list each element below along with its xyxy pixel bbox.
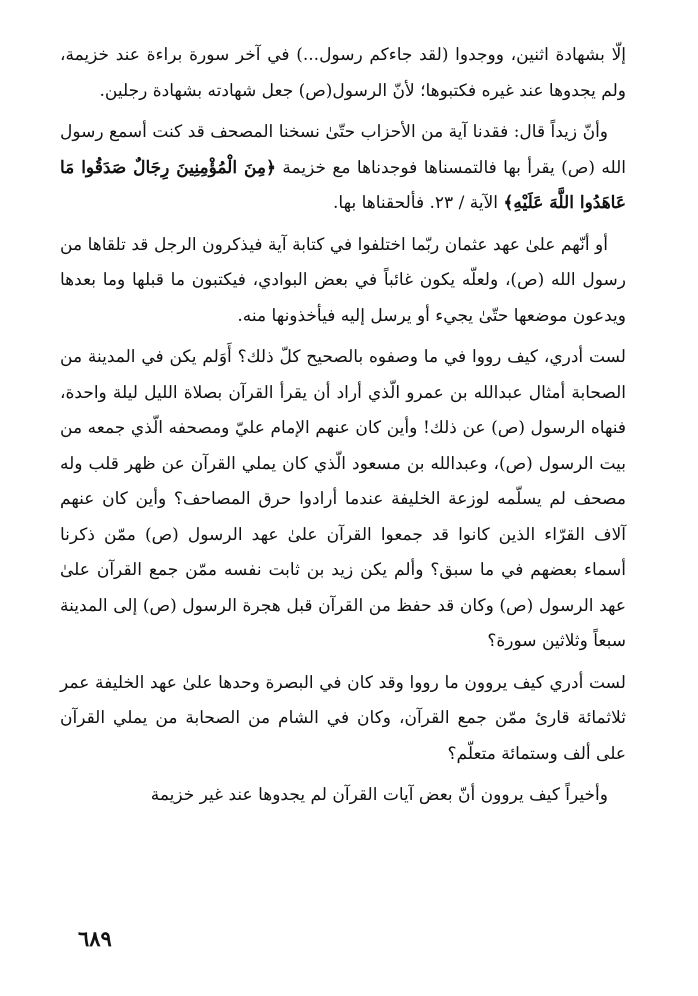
paragraph-3: أو أنّهم علىٰ عهد عثمان ربّما اختلفوا في كتابة آية فيذكرون الرجل قد تلقاها من رسول الله (ص)، ولعلّه يكون غائباً في بعض البوادي، فيكتبون ما قبلها وما بعدها ويدعون موضعها حتّىٰ يجيء أو يرسل إليه فيأخذونها منه. [60, 234, 626, 326]
paragraph-1: إلّا بشهادة اثنين، ووجدوا (لقد جاءكم رسول...) في آخر سورة براءة عند خزيمة، ولم يجدوها عند غيره فكتبوها؛ لأنّ الرسول(ص) جعل شهادته بشهادة رجلين. [60, 45, 626, 101]
paragraph-2-text-after: الآية / ٢٣. فألحقناها بها. [333, 193, 504, 213]
page-number: ٦٨٩ [78, 926, 112, 951]
paragraph-2-text-before: وأنّ زيداً قال: فقدنا آية من الأحزاب حتّىٰ نسخنا المصحف قد كنت أسمع رسول الله (ص) يقرأ بها فالتمسناها فوجدناها مع خزيمة [60, 122, 626, 178]
paragraph-6: وأخيراً كيف يروون أنّ بعض آيات القرآن لم يجدوها عند غير خزيمة [150, 785, 608, 805]
paragraph-5: لست أدري كيف يروون ما رووا وقد كان في البصرة وحدها علىٰ عهد الخليفة عمر ثلاثمائة قارئ ممّن جمع القرآن، وكان في الشام من الصحابة من يملي القرآن على ألف وستمائة متعلّم؟ [60, 672, 626, 764]
quran-verse: ﴿مِنَ الْمُؤْمِنِينَ رِجَالٌ صَدَقُوا مَا عَاهَدُوا اللَّهَ عَلَيْهِ﴾ [60, 157, 626, 213]
page-body [60, 38, 626, 814]
paragraph-2 [60, 115, 626, 222]
paragraph-4: لست أدري، كيف رووا في ما وصفوه بالصحيح كلّ ذلك؟ أَوَلم يكن في المدينة من الصحابة أمثال عبدالله بن عمرو الّذي أراد أن يقرأ القرآن بصلاة الليل ليلة واحدة، فنهاه الرسول (ص) عن ذلك! وأين كان عنهم الإمام عليّ ومصحفه الّذي جمعه من بيت الرسول (ص)، وعبدالله بن مسعود الّذي كان يملي القرآن عن ظهر قلب وله مصحف لم يسلّمه لوزعة الخليفة عندما أرادوا حرق المصاحف؟ وأين كان عنهم آلاف القرّاء الذين كانوا قد جمعوا القرآن علىٰ عهد الرسول (ص) ممّن ذكرنا أسماء بعضهم في ما سبق؟ وألم يكن زيد بن ثابت نفسه ممّن جمع القرآن علىٰ عهد الرسول (ص) وكان قد حفظ من القرآن قبل هجرة الرسول (ص) إلى المدينة سبعاً وثلاثين سورة؟ [60, 347, 626, 651]
